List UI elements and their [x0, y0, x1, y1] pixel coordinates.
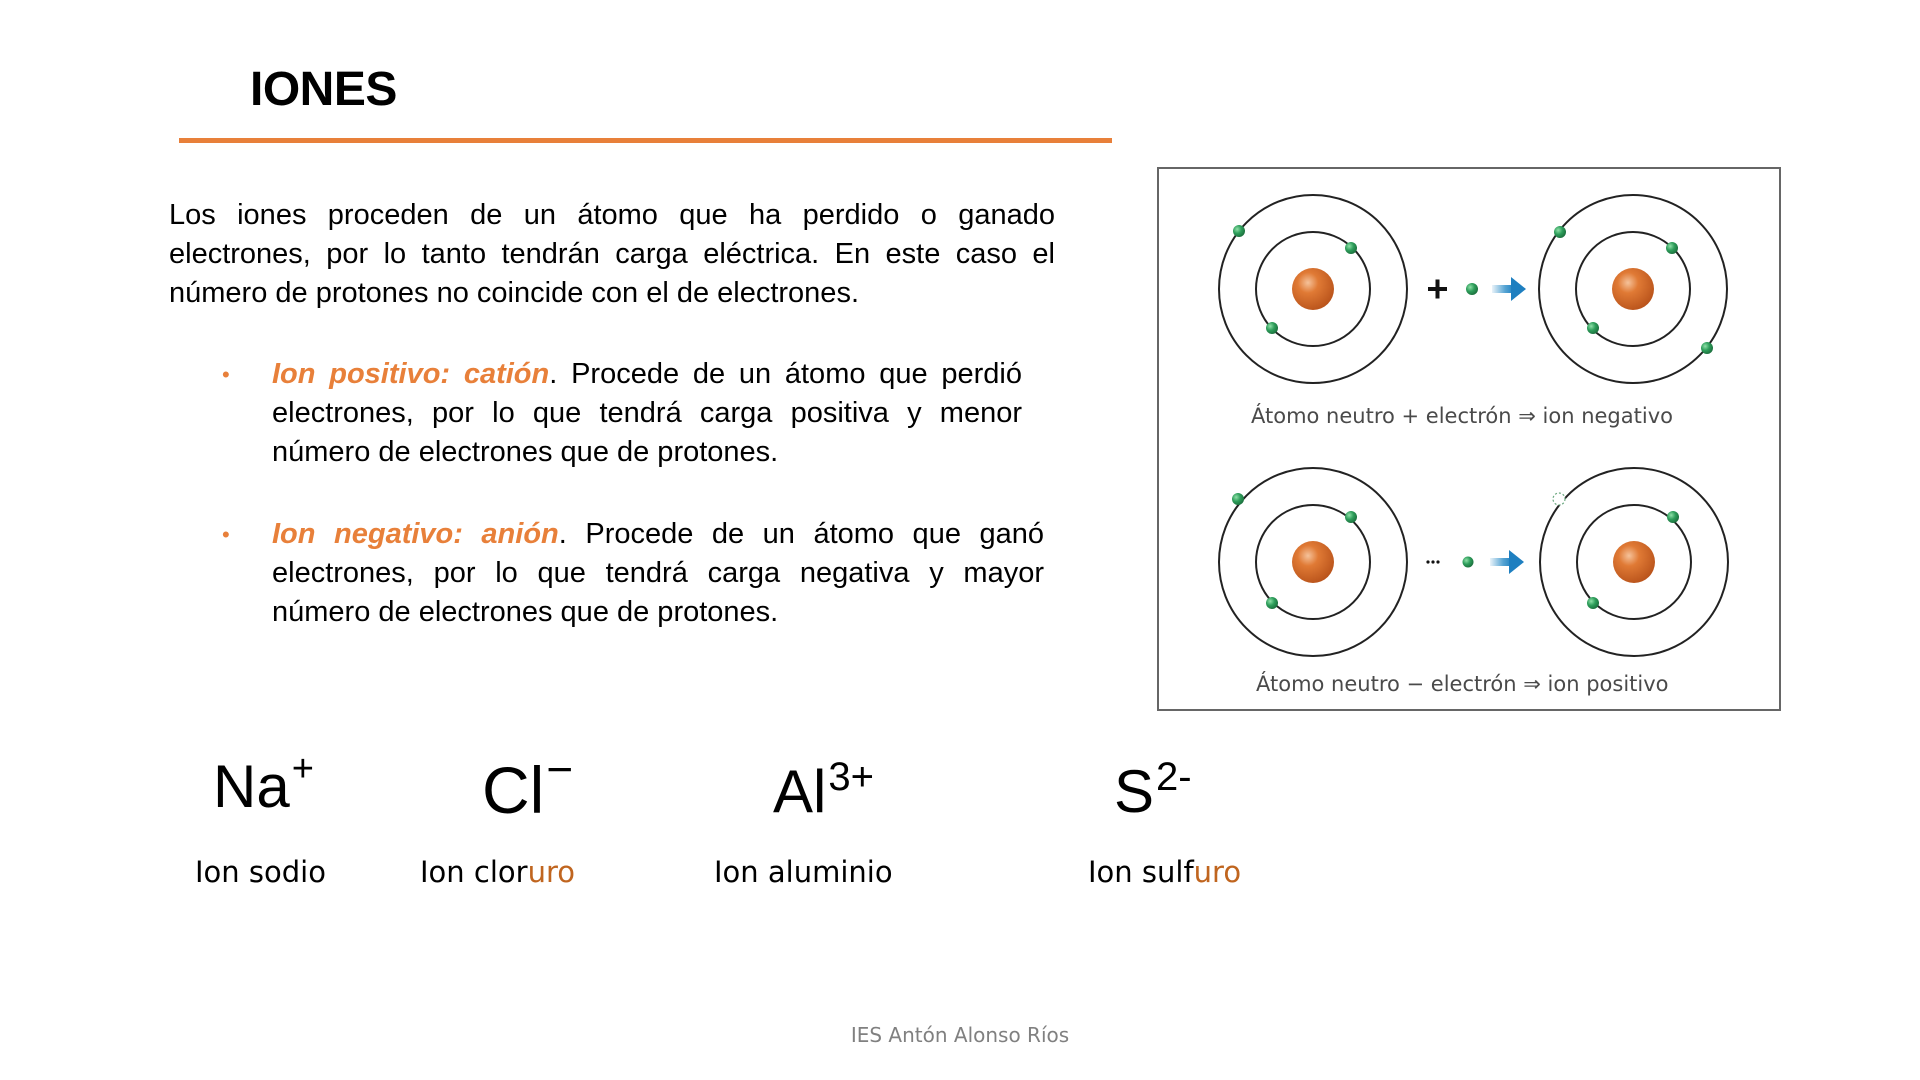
plus-icon: [1428, 280, 1447, 299]
ion-label-aluminium: [714, 855, 893, 889]
neutral-atom-top: [1219, 195, 1407, 383]
ion-symbol-chloride: [482, 743, 574, 827]
bullet-text: . Procede de un átomo que ganó electrones, por lo que tendrá carga negativa y mayor número de electrones que de protones.: [272, 518, 1044, 628]
free-electron-icon: [1463, 557, 1474, 568]
bullet-cation: [222, 355, 1022, 472]
element-symbol: Cl: [482, 753, 545, 827]
bullet-term: Ion positivo: catión: [272, 358, 550, 390]
intro-paragraph: Los iones proceden de un átomo que ha perdido o ganado electrones, por lo tanto tendrán carga eléctrica. En este caso el número de protones no coincide con el de electrones.: [169, 199, 1055, 309]
arrow-right-icon: [1490, 550, 1524, 574]
ion-charge: +: [291, 748, 314, 790]
bullet-text: . Procede de un átomo que perdió electrones, por lo que tendrá carga positiva y menor número de electrones que de protones.: [272, 358, 1022, 468]
ion-formation-figure: [1157, 167, 1781, 711]
bullet-body: [272, 515, 1044, 632]
slide-title: IONES: [250, 63, 397, 116]
ion-label-chloride: [420, 855, 575, 889]
ellipsis-icon: [1426, 560, 1439, 563]
footer-school-name: IES Antón Alonso Ríos: [850, 1023, 1070, 1047]
free-electron-icon: [1466, 283, 1478, 295]
bullet-body: [272, 355, 1022, 472]
element-symbol: Na: [213, 753, 290, 820]
element-symbol: Al: [773, 758, 827, 825]
atom-diagram-illustration: [1159, 169, 1783, 713]
title-underline: [179, 138, 1112, 143]
label-text: Ion sodio: [195, 855, 326, 889]
figure-caption-negative-ion: Átomo neutro + electrón ⇒ ion negativo: [1251, 404, 1673, 428]
ion-label-sulfide: [1088, 855, 1241, 889]
ion-charge: −: [546, 743, 574, 795]
bullet-anion: [222, 515, 1044, 632]
ion-charge: 2-: [1156, 755, 1192, 799]
ion-symbol-aluminium: [773, 755, 874, 829]
arrow-right-icon: [1492, 277, 1526, 301]
bullet-dot-icon: •: [222, 362, 230, 387]
bullet-dot-icon: •: [222, 522, 230, 547]
negative-ion-atom: [1539, 195, 1727, 383]
positive-ion-atom: [1540, 468, 1728, 656]
ion-label-sodium: [195, 855, 326, 889]
bullet-term: Ion negativo: anión: [272, 518, 559, 550]
label-text: Ion clor: [420, 855, 528, 889]
ion-charge: 3+: [828, 755, 874, 799]
label-text: Ion aluminio: [714, 855, 893, 889]
figure-caption-positive-ion: Átomo neutro − electrón ⇒ ion positivo: [1256, 672, 1669, 696]
neutral-atom-bottom: [1219, 468, 1407, 656]
label-text: Ion sulf: [1088, 855, 1194, 889]
ion-symbol-sodium: [213, 748, 314, 825]
label-suffix: uro: [1193, 855, 1242, 889]
label-suffix: uro: [527, 855, 575, 889]
element-symbol: S: [1114, 758, 1155, 825]
ion-symbol-sulfide: [1114, 755, 1192, 829]
